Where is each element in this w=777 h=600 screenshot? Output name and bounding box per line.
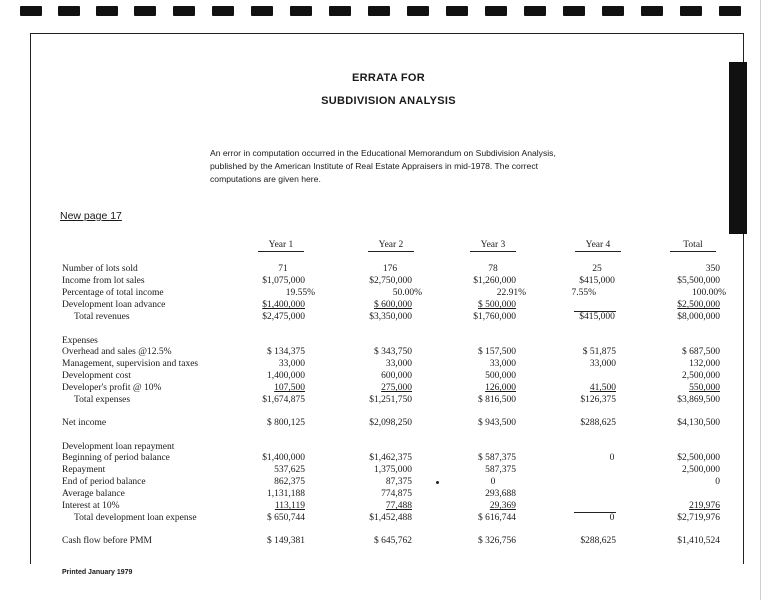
table-cell: $ 650,744 [267, 513, 305, 523]
table-cell: 132,000 [689, 359, 720, 369]
table-cell: $ 149,381 [267, 536, 305, 546]
table-cell: $1,674,875 [262, 395, 305, 405]
row-label: Average balance [62, 489, 125, 499]
table-cell: $ 616,744 [478, 513, 516, 523]
table-cell: 587,375 [485, 465, 516, 475]
table-cell: 33,000 [385, 359, 412, 369]
table-cell: $8,000,000 [677, 312, 720, 322]
row-label: End of period balance [62, 477, 146, 487]
table-cell: 350 [705, 264, 720, 274]
section-heading: Expenses [62, 336, 98, 346]
row-label: Beginning of period balance [62, 453, 170, 463]
page-title: ERRATA FOR [351, 72, 426, 84]
table-cell: $2,750,000 [369, 276, 412, 286]
table-cell: 537,625 [274, 465, 305, 475]
row-label: Total revenues [74, 312, 130, 322]
table-cell: 33,000 [489, 359, 516, 369]
table-cell: 219,976 [689, 501, 720, 511]
page-edge [760, 0, 761, 600]
page-subtitle: SUBDIVISION ANALYSIS [321, 95, 456, 107]
table-cell: 87,375 [385, 477, 412, 487]
table-cell: $2,098,250 [369, 418, 412, 428]
table-cell: $1,462,375 [369, 453, 412, 463]
row-label: Percentage of total income [62, 288, 164, 298]
column-header: Total [670, 240, 716, 252]
row-label: Developer's profit @ 10% [62, 383, 162, 393]
row-label: Number of lots sold [62, 264, 138, 274]
margin-marker [729, 62, 747, 234]
row-label: Income from lot sales [62, 276, 145, 286]
table-cell: 33,000 [278, 359, 305, 369]
table-cell: 29,369 [489, 501, 516, 511]
table-cell: 50.00% [392, 288, 422, 298]
table-cell: 0 [715, 477, 720, 487]
table-cell: 107,500 [274, 383, 305, 393]
table-cell: $ 645,762 [374, 536, 412, 546]
row-label: Cash flow before PMM [62, 536, 152, 546]
table-cell: $1,760,000 [473, 312, 516, 322]
table-cell: $415,000 [579, 276, 615, 286]
perforation-strip [0, 6, 777, 20]
table-cell: $5,500,000 [677, 276, 720, 286]
row-label: Development loan advance [62, 300, 166, 310]
table-cell: $1,260,000 [473, 276, 516, 286]
table-cell: 0 [609, 513, 615, 523]
table-cell: 275,000 [381, 383, 412, 393]
table-cell: $ 587,375 [478, 453, 516, 463]
table-cell: 862,375 [274, 477, 305, 487]
table-cell: $ 51,875 [582, 347, 616, 357]
table-cell: $ 343,750 [374, 347, 412, 357]
table-cell: 25 [592, 264, 602, 274]
row-label: Repayment [62, 465, 106, 475]
table-cell: $1,400,000 [262, 453, 305, 463]
table-cell: $288,625 [580, 418, 616, 428]
table-cell: $3,350,000 [369, 312, 412, 322]
row-label: Development cost [62, 371, 131, 381]
table-cell: $2,475,000 [262, 312, 305, 322]
table-cell: $ 687,500 [682, 347, 720, 357]
table-cell: 78 [488, 264, 498, 274]
column-header: Year 2 [368, 240, 414, 252]
table-cell: $1,452,488 [369, 513, 412, 523]
section-heading: Development loan repayment [62, 442, 175, 452]
stray-mark [436, 481, 439, 484]
table-cell: $ 816,500 [478, 395, 516, 405]
table-cell: 22.91% [496, 288, 526, 298]
table-cell: 41,500 [589, 383, 616, 393]
section-label: New page 17 [60, 210, 122, 222]
table-cell: $ 500,000 [478, 300, 516, 310]
table-cell: 33,000 [589, 359, 616, 369]
table-cell: 0 [490, 477, 496, 487]
row-label: Total development loan expense [74, 513, 197, 523]
table-cell: $3,869,500 [677, 395, 720, 405]
table-cell: $ 326,756 [478, 536, 516, 546]
row-label: Total expenses [74, 395, 131, 405]
table-cell: 774,875 [381, 489, 412, 499]
print-date: Printed January 1979 [62, 569, 133, 576]
table-cell: 0 [609, 453, 615, 463]
column-header: Year 1 [258, 240, 304, 252]
table-cell: 71 [278, 264, 288, 274]
table-cell: 293,688 [485, 489, 516, 499]
table-cell: $288,625 [580, 536, 616, 546]
table-cell: $2,719,976 [677, 513, 720, 523]
row-label: Overhead and sales @12.5% [62, 347, 172, 357]
table-cell: $415,000 [579, 312, 615, 322]
table-cell: $ 600,000 [374, 300, 412, 310]
table-cell: 7.55% [571, 288, 596, 298]
table-cell: 500,000 [485, 371, 516, 381]
row-label: Management, supervision and taxes [62, 359, 199, 369]
column-header: Year 4 [575, 240, 621, 252]
table-cell: 113,119 [274, 501, 305, 511]
table-cell: 1,375,000 [374, 465, 412, 475]
table-cell: 19.55% [285, 288, 315, 298]
table-cell: $ 943,500 [478, 418, 516, 428]
table-cell: 600,000 [381, 371, 412, 381]
row-label: Interest at 10% [62, 501, 120, 511]
table-cell: $1,400,000 [262, 300, 305, 310]
table-cell: 1,400,000 [267, 371, 305, 381]
table-cell: $1,410,524 [677, 536, 720, 546]
table-cell: $2,500,000 [677, 300, 720, 310]
table-cell: $4,130,500 [677, 418, 720, 428]
table-cell: 100.00% [691, 288, 726, 298]
row-label: Net income [62, 418, 107, 428]
table-cell: 550,000 [689, 383, 720, 393]
table-cell: $126,375 [580, 395, 616, 405]
table-cell: $1,075,000 [262, 276, 305, 286]
intro-paragraph: An error in computation occurred in the Educational Memorandum on Subdivision Analysis, published by the American Institute of Real Estate Appraisers in mid-1978. The correct computations are given here. [210, 148, 556, 184]
table-cell: 2,500,000 [682, 371, 720, 381]
table-cell: 1,131,188 [267, 489, 305, 499]
table-cell: 77,488 [385, 501, 412, 511]
table-cell: $ 134,375 [267, 347, 305, 357]
table-cell: $ 157,500 [478, 347, 516, 357]
table-cell: $ 800,125 [267, 418, 305, 428]
table-cell: 176 [382, 264, 398, 274]
column-header: Year 3 [470, 240, 516, 252]
table-cell: $1,251,750 [369, 395, 412, 405]
table-cell: $2,500,000 [677, 453, 720, 463]
table-cell: 126,000 [485, 383, 516, 393]
table-cell: 2,500,000 [682, 465, 720, 475]
